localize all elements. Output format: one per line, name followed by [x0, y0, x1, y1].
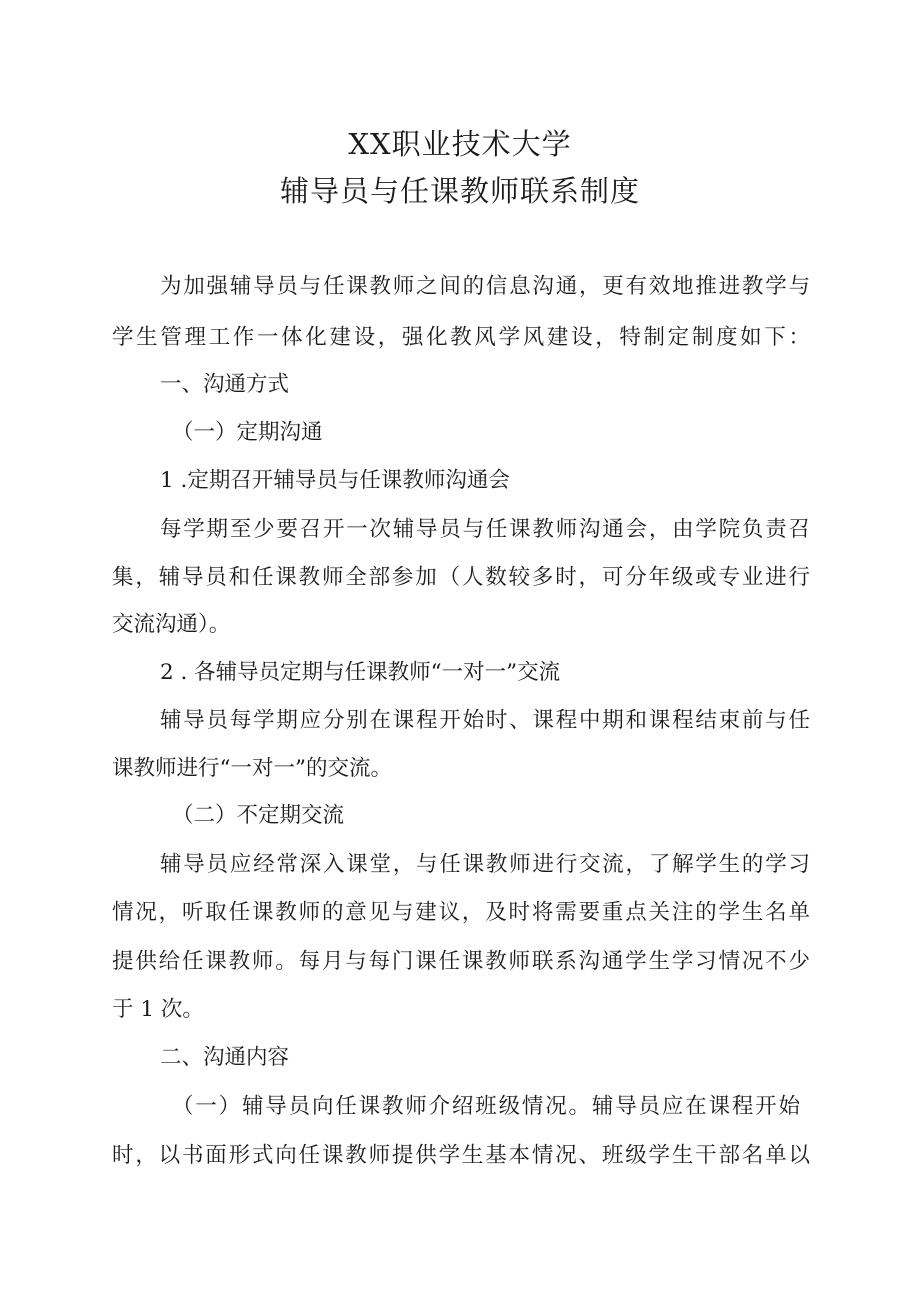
paragraph-line: 时，以书面形式向任课教师提供学生基本情况、班级学生干部名单以: [112, 1143, 810, 1168]
subsection-heading-1-2: （二）不定期交流: [172, 803, 345, 828]
paragraph-line: 于 1 次。: [112, 997, 204, 1022]
paragraph-line: 情况，听取任课教师的意见与建议，及时将需要重点关注的学生名单: [112, 900, 810, 925]
paragraph-line: 提供给任课教师。每月与每门课任课教师联系沟通学生学习情况不少: [112, 949, 810, 974]
paragraph-line: 辅导员每学期应分别在课程开始时、课程中期和课程结束前与任: [160, 708, 810, 733]
paragraph-line: 交流沟通）。: [112, 612, 231, 637]
paragraph-line: （一）辅导员向任课教师介绍班级情况。辅导员应在课程开始: [172, 1094, 800, 1119]
subsection-heading-1-1: （一）定期沟通: [172, 420, 323, 445]
section-heading-1: 一、沟通方式: [160, 372, 290, 397]
paragraph-line: 集，辅导员和任课教师全部参加（人数较多时，可分年级或专业进行: [112, 565, 810, 590]
item-heading-2: 2 . 各辅导员定期与任课教师“一对一”交流: [160, 660, 561, 685]
section-heading-2: 二、沟通内容: [160, 1045, 290, 1070]
intro-paragraph-line-2: 学生管理工作一体化建设，强化教风学风建设，特制定制度如下：: [112, 325, 810, 350]
document-title-institution: XX职业技术大学: [348, 127, 572, 161]
paragraph-line: 课教师进行“一对一”的交流。: [112, 756, 392, 781]
paragraph-line: 辅导员应经常深入课堂，与任课教师进行交流，了解学生的学习: [160, 852, 810, 877]
document-title-regulation: 辅导员与任课教师联系制度: [279, 174, 640, 208]
paragraph-line: 每学期至少要召开一次辅导员与任课教师沟通会，由学院负责召: [160, 517, 810, 542]
item-heading-1: 1 .定期召开辅导员与任课教师沟通会: [160, 468, 510, 493]
intro-paragraph-line-1: 为加强辅导员与任课教师之间的信息沟通，更有效地推进教学与: [160, 274, 810, 299]
